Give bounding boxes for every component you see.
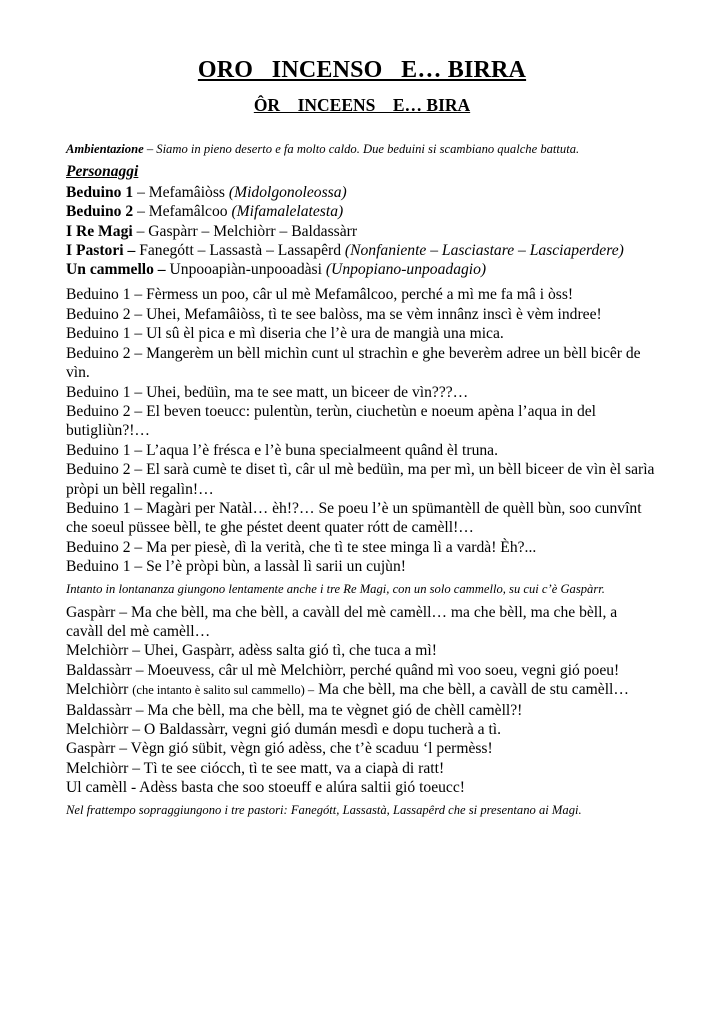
setting-label: Ambientazione (66, 142, 144, 156)
dialogue-line (66, 680, 658, 700)
dialogue-line: Beduino 1 – Se l’è pròpi bùn, a lassàl lì sarii un cujùn! (66, 558, 406, 576)
document-body (66, 141, 658, 824)
character-dialect-name: Unpooapiàn-unpooadàsi (169, 261, 326, 279)
character-row (66, 202, 658, 221)
character-italian-name: (Unpopiano-unpoadagio) (325, 261, 487, 279)
dialogue-line: Baldassàrr – Moeuvess, câr ul mè Melchiòrr, perché quând mì voo soeu, vegni gió poeu! (66, 661, 620, 679)
dialogue-line: Beduino 1 – Uhei, bedüìn, ma te see matt, un biceer de vìn???… (66, 383, 469, 401)
page-subtitle: ÔR INCEENS E… BIRA (253, 95, 471, 115)
character-italian-name: (Midolgonoleossa) (228, 184, 347, 201)
character-row (66, 241, 658, 260)
character-dialect-name: Fanegótt – Lassastà – Lassapêrd (139, 241, 345, 259)
dialogue-line: Beduino 2 – Uhei, Mefamâiòss, tì te see balòss, ma se vèm innânz inscì è vèm indree! (66, 305, 602, 323)
character-row (66, 260, 658, 279)
character-name: Un cammello – (66, 261, 166, 279)
dialogue-line: Melchiòrr – Uhei, Gaspàrr, adèss salta gió tì, che tuca a mì! (66, 642, 437, 660)
character-sep: – (133, 184, 149, 201)
dialogue-line: Beduino 2 – Ma per piesè, dì la verità, che tì te stee minga lì a vardà! Èh?... (66, 538, 537, 556)
characters-heading: Personaggi (66, 163, 139, 180)
dialogue-line: Beduino 1 – Fèrmess un poo, câr ul mè Mefamâlcoo, perché a mì me fa mâ i òss! (66, 286, 574, 304)
character-sep: – (133, 203, 149, 221)
page-title: ORO INCENSO E… BIRRA (197, 57, 527, 83)
dialogue-line: Ul camèll - Adèss basta che soo stoeuff e alúra saltii gió toeucc! (66, 779, 465, 797)
dialogue-text: Ma che bèll, ma che bèll, a cavàll de stu camèll… (314, 681, 629, 699)
characters-list (66, 183, 658, 279)
dialogue-line: Gaspàrr – Ma che bèll, ma che bèll, a cavàll del mè camèll… ma che bèll, ma che bèll, a cavàll del mè camèll… (66, 603, 618, 640)
character-name: I Pastori – (66, 241, 136, 259)
dialogue-section-1 (66, 285, 658, 576)
character-dialect-name: Gaspàrr – Melchiòrr – Baldassàrr (148, 222, 358, 240)
dialogue-line: Beduino 1 – Ul sû èl pica e mì diseria che l’è ura de mangià una mica. (66, 325, 504, 343)
setting-text: – Siamo in pieno deserto e fa molto caldo. Due beduini si scambiano qualche battuta. (143, 142, 580, 156)
character-dialect-name: Mefamâlcoo (148, 203, 232, 221)
character-row (66, 222, 658, 241)
character-dialect-name: Mefamâiòss (148, 184, 229, 201)
character-name: I Re Magi (66, 222, 133, 240)
setting-paragraph (66, 141, 658, 158)
dialogue-line: Beduino 1 – Magàri per Natàl… èh!?… Se poeu l’è un spümantèll de quèll bùn, soo cunvînt che soeul püssee bèll, te ghe péstet deent quater rótt de camèll!… (66, 499, 642, 537)
dialogue-line: Melchiòrr – O Baldassàrr, vegni gió dumán mesdì e dopu tucherà a tì. (66, 721, 502, 739)
inline-stage-direction: (che intanto è salito sul cammello) – (132, 683, 315, 698)
character-row (66, 183, 658, 202)
character-italian-name: (Nonfaniente – Lasciastare – Lasciaperdere) (344, 241, 624, 259)
stage-direction: Intanto in lontananza giungono lentamente anche i tre Re Magi, con un solo cammello, su cui c’è Gaspàrr. (66, 581, 605, 596)
speaker: Melchiòrr (66, 681, 133, 699)
character-sep: – (132, 222, 149, 240)
dialogue-section-2 (66, 603, 658, 798)
character-name: Beduino 2 (66, 203, 134, 221)
dialogue-line: Beduino 2 – El beven toeucc: pulentùn, terùn, ciuchetùn e noeum apèna l’aqua in del butigliùn?!… (66, 402, 597, 440)
dialogue-line: Beduino 2 – El sarà cumè te diset tì, câr ul mè bedüìn, ma per mì, un bèll biceer de vìn èl sarìa pròpi un bèll regalìn!… (66, 461, 655, 498)
character-italian-name: (Mifamalelatesta) (231, 203, 344, 221)
dialogue-line: Beduino 2 – Mangerèm un bèll michìn cunt ul strachìn e ghe beverèm adree un bèll bicêr de vìn. (66, 344, 641, 382)
dialogue-line: Melchiòrr – Tì te see ciócch, tì te see matt, va a ciapà di ratt! (66, 759, 445, 777)
dialogue-line: Gaspàrr – Vègn gió sübit, vègn gió adèss, che t’è scaduu ‘l permèss! (66, 740, 493, 758)
dialogue-line: Beduino 1 – L’aqua l’è frésca e l’è buna specialmeent quând èl truna. (66, 441, 498, 459)
stage-direction: Nel frattempo sopraggiungono i tre pastori: Fanegótt, Lassastà, Lassapêrd che si presentano ai Magi. (66, 802, 582, 817)
character-name: Beduino 1 (66, 184, 134, 201)
dialogue-line: Baldassàrr – Ma che bèll, ma che bèll, ma te vègnet gió de chèll camèll?! (66, 701, 523, 719)
